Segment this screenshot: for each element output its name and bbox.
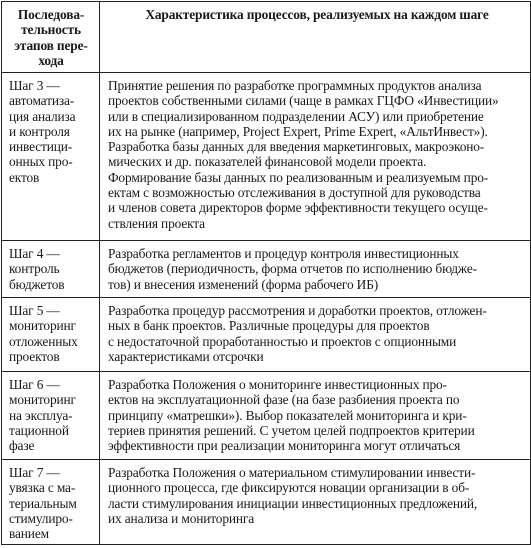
description-line: проектов собственными силами (чаще в рамках ГЦФО «Инвестиции»: [108, 93, 499, 109]
table-row: [2, 73, 531, 241]
description-line: или в специализированном подразделении АСУ) или приобретение: [108, 108, 484, 124]
header-stages-line: хода: [38, 52, 64, 68]
description-cell: [100, 372, 531, 460]
step-line: стимулиро-: [9, 510, 73, 526]
step-line: автоматиза-: [9, 93, 75, 109]
step-line: и контроля: [9, 123, 70, 139]
description-line: ласти стимулирования инициации инвестиционных предложений,: [108, 495, 478, 511]
description-line: эффективности при реализации мониторинга могут отличаться: [108, 438, 461, 454]
step-line: тационной: [9, 422, 69, 438]
header-characteristics-cell: [100, 2, 531, 73]
step-line: онных про-: [9, 154, 73, 170]
description-cell: [100, 460, 531, 545]
step-line: бюджетов: [9, 276, 65, 292]
header-characteristics-text: Характеристика процессов, реализуемых на каждом шаге: [145, 7, 489, 22]
header-stages-cell: [2, 2, 100, 73]
header-stages-line: тельность: [21, 22, 81, 38]
step-line: проектов: [9, 348, 60, 364]
table-row: [2, 372, 531, 460]
description-line: их на рынке (например, Project Expert, Prime Expert, «АльтИнвест»).: [108, 123, 488, 139]
step-line: контроль: [9, 261, 60, 277]
description-line: ектов на эксплуатационной фазе (на базе разбиения проекта по: [108, 392, 460, 408]
table-row: [2, 241, 531, 298]
step-line: Шаг 4 —: [9, 246, 60, 261]
step-cell: [2, 372, 100, 460]
description-line: Разработка регламентов и процедур контроля инвестиционных: [108, 246, 459, 261]
description-line: териев принятия решений. С учетом целей подпроектов критерии: [108, 422, 475, 438]
header-stages-line: этапов пере-: [14, 37, 88, 53]
step-line: ванием: [9, 526, 49, 542]
step-line: ектов: [9, 169, 40, 185]
description-line: ционного процесса, где фиксируются новации организации в об-: [108, 480, 470, 496]
table-row: [2, 298, 531, 372]
description-line: Разработка процедур рассмотрения и доработки проектов, отложен-: [108, 303, 487, 318]
step-line: отложенных: [9, 333, 78, 349]
process-table: [1, 1, 531, 545]
description-line: Принятие решения по разработке программных продуктов анализа: [108, 78, 482, 93]
step-line: Шаг 7 —: [9, 465, 60, 480]
step-line: ция анализа: [9, 108, 76, 124]
step-cell: [2, 241, 100, 298]
description-line: Разработка Положения о материальном стимулировании инвести-: [108, 465, 476, 480]
step-line: фазе: [9, 438, 35, 454]
description-line: принципу «матрешки»). Выбор показателей мониторинга и кри-: [108, 407, 467, 423]
step-line: Шаг 3 —: [9, 78, 60, 93]
step-line: Шаг 5 —: [9, 303, 60, 318]
description-line: Формирование базы данных по реализованным и реализуемым про-: [108, 169, 489, 185]
description-line: с недостаточной проработанностью и проектов с опционными: [108, 333, 457, 349]
description-line: Разработка базы данных для введения маркетинговых, макроэконо-: [108, 139, 485, 155]
description-line: ектам с возможностью отслеживания в доступной для руководства: [108, 185, 481, 201]
step-line: териальным: [9, 495, 77, 511]
step-cell: [2, 460, 100, 545]
step-line: мониторинг: [9, 318, 76, 334]
header-stages-line: Последова-: [17, 7, 85, 22]
description-cell: [100, 241, 531, 298]
description-cell: [100, 73, 531, 241]
description-line: мических и др. показателей финансовой модели проекта.: [108, 154, 427, 170]
description-line: тов) и внесения изменений (форма рабочего ИБ): [108, 276, 379, 292]
step-cell: [2, 73, 100, 241]
step-cell: [2, 298, 100, 372]
description-line: и членов совета директоров форме эффективности текущего осуще-: [108, 200, 488, 216]
description-line: бюджетов (периодичность, форма отчетов по исполнению бюдже-: [108, 261, 477, 277]
step-line: инвестици-: [9, 139, 73, 155]
header-row: [2, 2, 531, 73]
description-line: характеристиками отсрочки: [108, 348, 264, 364]
description-line: ствления проекта: [108, 215, 205, 231]
step-line: увязка с ма-: [9, 480, 76, 496]
step-line: мониторинг: [9, 392, 76, 408]
description-line: ных в банк проектов. Различные процедуры для проектов: [108, 318, 430, 334]
description-cell: [100, 298, 531, 372]
description-line: их анализа и мониторинга: [108, 510, 255, 526]
table-row: [2, 460, 531, 545]
step-line: Шаг 6 —: [9, 377, 60, 392]
step-line: на эксплуа-: [9, 407, 73, 423]
description-line: Разработка Положения о мониторинге инвестиционных про-: [108, 377, 447, 392]
